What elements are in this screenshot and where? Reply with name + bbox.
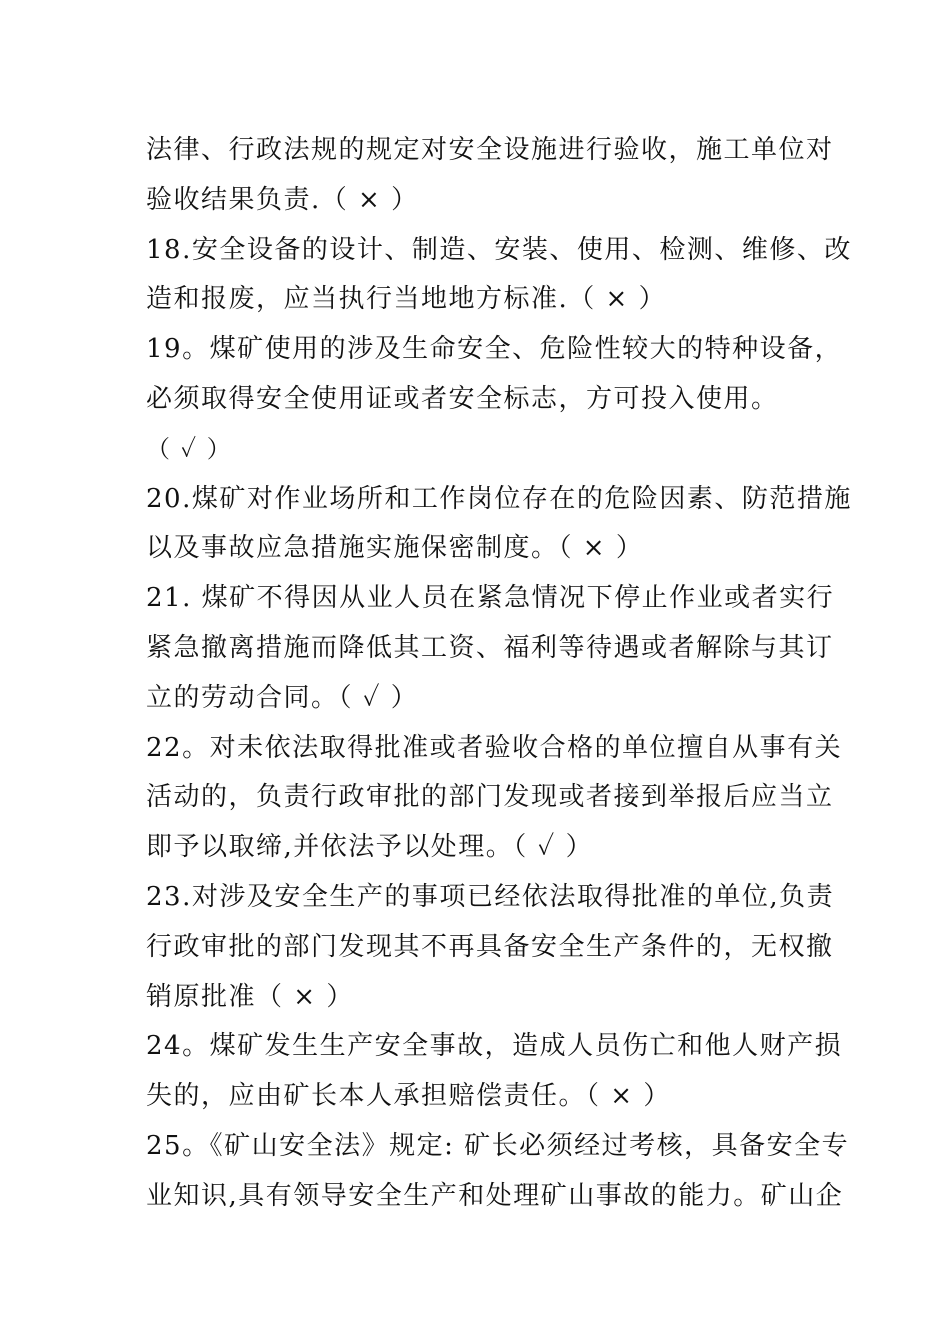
text-line: 失的，应由矿长本人承担赔偿责任。（ × ） [146, 1081, 671, 1112]
question-22: 22。对未依法取得批准或者验收合格的单位擅自从事有关 [146, 732, 843, 763]
text-line: 验收结果负责.（ × ） [146, 184, 419, 215]
question-18: 18.安全设备的设计、制造、安装、使用、检测、维修、改 [146, 234, 852, 265]
text-line: 必须取得安全使用证或者安全标志，方可投入使用。 [146, 383, 779, 414]
text-line: 法律、行政法规的规定对安全设施进行验收，施工单位对 [146, 135, 834, 165]
text-line: 销原批准（ × ） [146, 981, 354, 1012]
question-21: 21. 煤矿不得因从业人员在紧急情况下停止作业或者实行 [146, 583, 835, 614]
text-line: 即予以取缔,并依法予以处理。（ ✓ ） [146, 832, 594, 863]
text-line: 紧急撤离措施而降低其工资、福利等待遇或者解除与其订 [146, 632, 834, 663]
question-20: 20.煤矿对作业场所和工作岗位存在的危险因素、防范措施 [146, 483, 852, 514]
text-line: 立的劳动合同。（ ✓ ） [146, 682, 419, 713]
text-line: 活动的，负责行政审批的部门发现或者接到举报后应当立 [146, 782, 834, 813]
document-body [146, 126, 852, 1222]
question-19: 19。煤矿使用的涉及生命安全、危险性较大的特种设备， [146, 334, 843, 365]
answer-mark: （ ✓ ） [146, 434, 233, 463]
text-line: 造和报废，应当执行当地地方标准.（ × ） [146, 284, 667, 315]
question-25: 25。《矿山安全法》规定: 矿长必须经过考核，具备安全专 [146, 1130, 850, 1161]
text-line: 以及事故应急措施实施保密制度。（ × ） [146, 533, 644, 564]
text-line: 行政审批的部门发现其不再具备安全生产条件的，无权撤 [146, 931, 834, 962]
question-23: 23.对涉及安全生产的事项已经依法取得批准的单位,负责 [146, 881, 835, 912]
question-24: 24。煤矿发生生产安全事故，造成人员伤亡和他人财产损 [146, 1031, 843, 1062]
text-line: 业知识,具有领导安全生产和处理矿山事故的能力。矿山企 [146, 1180, 844, 1211]
